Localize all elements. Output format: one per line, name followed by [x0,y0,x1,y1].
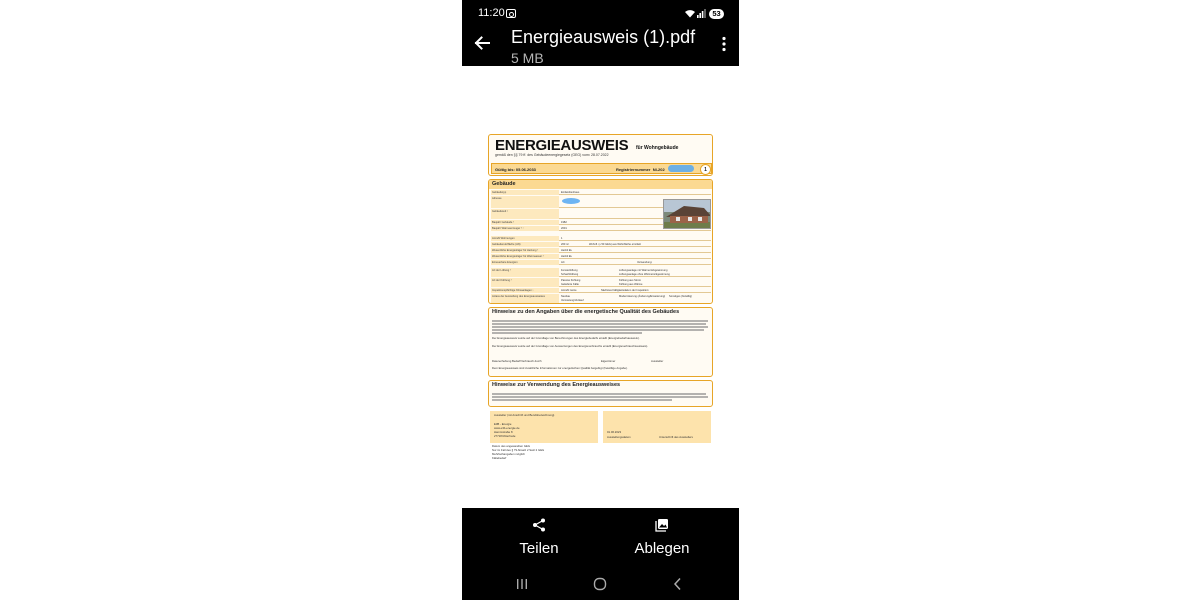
form-row: Wesentliche Energieträger für Warmwasser ³ Heizöl EL [491,254,711,259]
issuer-card [490,411,598,443]
pdf-page [488,134,713,466]
redaction-mark [562,198,580,204]
document-law-reference: gemäß den §§ 79 ff. des Gebäudeenergiegesetz (GEG) vom¹ 28.07.2022 [495,153,609,157]
share-label: Teilen [519,540,559,557]
form-row: Baujahr Wärmeerzeuger ³ ⁴ 2001 [491,226,711,231]
footnote: Mehrfachangaben möglich [492,452,525,456]
text-line [492,399,672,401]
wifi-icon [684,8,696,18]
redaction-mark [668,165,694,172]
issue-date-label: Ausstellungsdatum [607,435,631,439]
action-bar [462,508,739,568]
nav-back-icon[interactable] [669,576,687,592]
more-options-icon[interactable] [718,34,730,54]
signature-card [603,411,711,443]
document-subtitle: für Wohngebäude [636,145,679,151]
home-icon[interactable] [591,576,609,592]
text-line [492,323,706,325]
share-button[interactable] [484,508,594,568]
save-label: Ablegen [634,540,690,557]
back-arrow-icon[interactable] [472,33,492,53]
signature-label: Unterschrift des Ausstellers [659,435,693,439]
issuer-name: E3B - Energie [494,422,512,426]
hint-option-demand: Der Energieausweis wurde auf der Grundlage von Berechnungen des Energiebedarfs erstellt (Energiebedarfsausweis). [492,336,640,340]
gallery-icon [655,518,669,532]
form-row: Anzahl Wohnungen 1 [491,236,711,241]
form-row: Wesentliche Energieträger für Heizung ³ Heizöl EL [491,248,711,253]
text-line [492,332,642,334]
file-size: 5 MB [511,50,544,66]
form-row: Inspektionspflichtige Klimaanlagen ⁵ Anzahl: keine Nächstes Fälligkeitsdatum der Inspektion: [491,288,711,293]
section-header: Gebäude [489,180,712,189]
section-header: Hinweise zur Verwendung des Energieausweises [492,382,621,388]
house-photo [663,199,711,229]
issuer-label: Aussteller (mit Anschrift und Berufsbezeichnung) [494,413,555,417]
footnote: Nur im Fall des § 79 Absatz 2 Satz 2 GEG [492,448,545,452]
text-line [492,320,708,322]
form-row: Art der Lüftung ³ Fensterlüftung Lüftungsanlage mit Wärmerückgewinnung Schachtlüftung Lüftungsanlage ohne Wärmerückgewinnung [491,268,711,277]
text-line [492,396,708,398]
status-bar [462,0,739,28]
signal-icon [697,9,706,18]
issuer-city: 27718 Ritterhude [494,434,516,438]
text-line [492,326,708,328]
pdf-viewer[interactable] [462,66,739,508]
data-collection-owner: Eigentümer [601,359,616,363]
recent-apps-icon[interactable] [513,576,531,592]
data-collection-issuer: Aussteller [651,359,664,363]
save-button[interactable] [607,508,717,568]
form-row: Gebäudeteil ² [491,209,711,219]
phone-screen [462,0,739,600]
form-row: Adresse [491,196,711,208]
issuer-street: Hammstraße 8 [494,430,513,434]
form-row: Gebäudenutzfläche (AN) 260 m² Wohnfl. (≥ 50 GEG) aus Wohnfläche ermittelt [491,242,711,247]
footnote: Kältebedarf [492,456,507,460]
footnote: Datum des angewandten GEG [492,444,531,448]
data-collection-label: Datenerhebung Bedarf/Verbrauch durch [492,359,542,363]
text-line [492,393,706,395]
section-header: Hinweise zu den Angaben über die energetische Qualität des Gebäudes [492,309,680,315]
hint-option-additional: Dem Energieausweis sind zusätzliche Informationen zur energetischen Qualität beigefügt (freiwillige Angabe). [492,366,628,370]
system-nav-bar [462,568,739,600]
hints-section [488,307,713,377]
share-icon [532,518,546,532]
battery-icon: 53 [709,9,724,19]
form-row: Erneuerbare Energien Art: Verwendung: [491,260,711,265]
issue-date: 01.06.2023 [607,430,621,434]
certificate-header [488,134,713,176]
usage-section [488,380,713,407]
page-number: 1 [700,164,711,175]
form-row: Baujahr Gebäude ³ 1982 [491,220,711,225]
app-bar [462,28,739,66]
validity-bar [491,163,712,174]
document-title: ENERGIEAUSWEIS [495,137,629,154]
issuer-web: www.e3b-energie.de [494,426,520,430]
form-row: Art der Kühlung ³ Passive Kühlung Kühlung aus Strom Gelieferte Kälte Kühlung aus Wärme [491,278,711,287]
screenshot-icon [506,9,516,18]
hint-option-consumption: Der Energieausweis wurde auf der Grundlage von Auswertungen des Energieverbrauchs erstellt (Energieverbrauchsausweis). [492,344,649,348]
form-row: Anlass der Ausstellung des Energieausweises Neubau Modernisierung (Änderung/Erweiterung) Sonstiges (freiwillig) Vermietung/Verkauf [492,295,693,302]
text-line [492,329,704,331]
valid-until: Gültig bis: 05.06.2033 [495,167,536,172]
file-title: Energieausweis (1).pdf [511,27,696,47]
form-row: Gebäudetyp Einfamilienhaus [491,190,711,195]
building-section [488,179,713,304]
status-time: 11:20 [478,7,505,19]
registration-number: Registriernummer NI-202 [616,167,665,172]
